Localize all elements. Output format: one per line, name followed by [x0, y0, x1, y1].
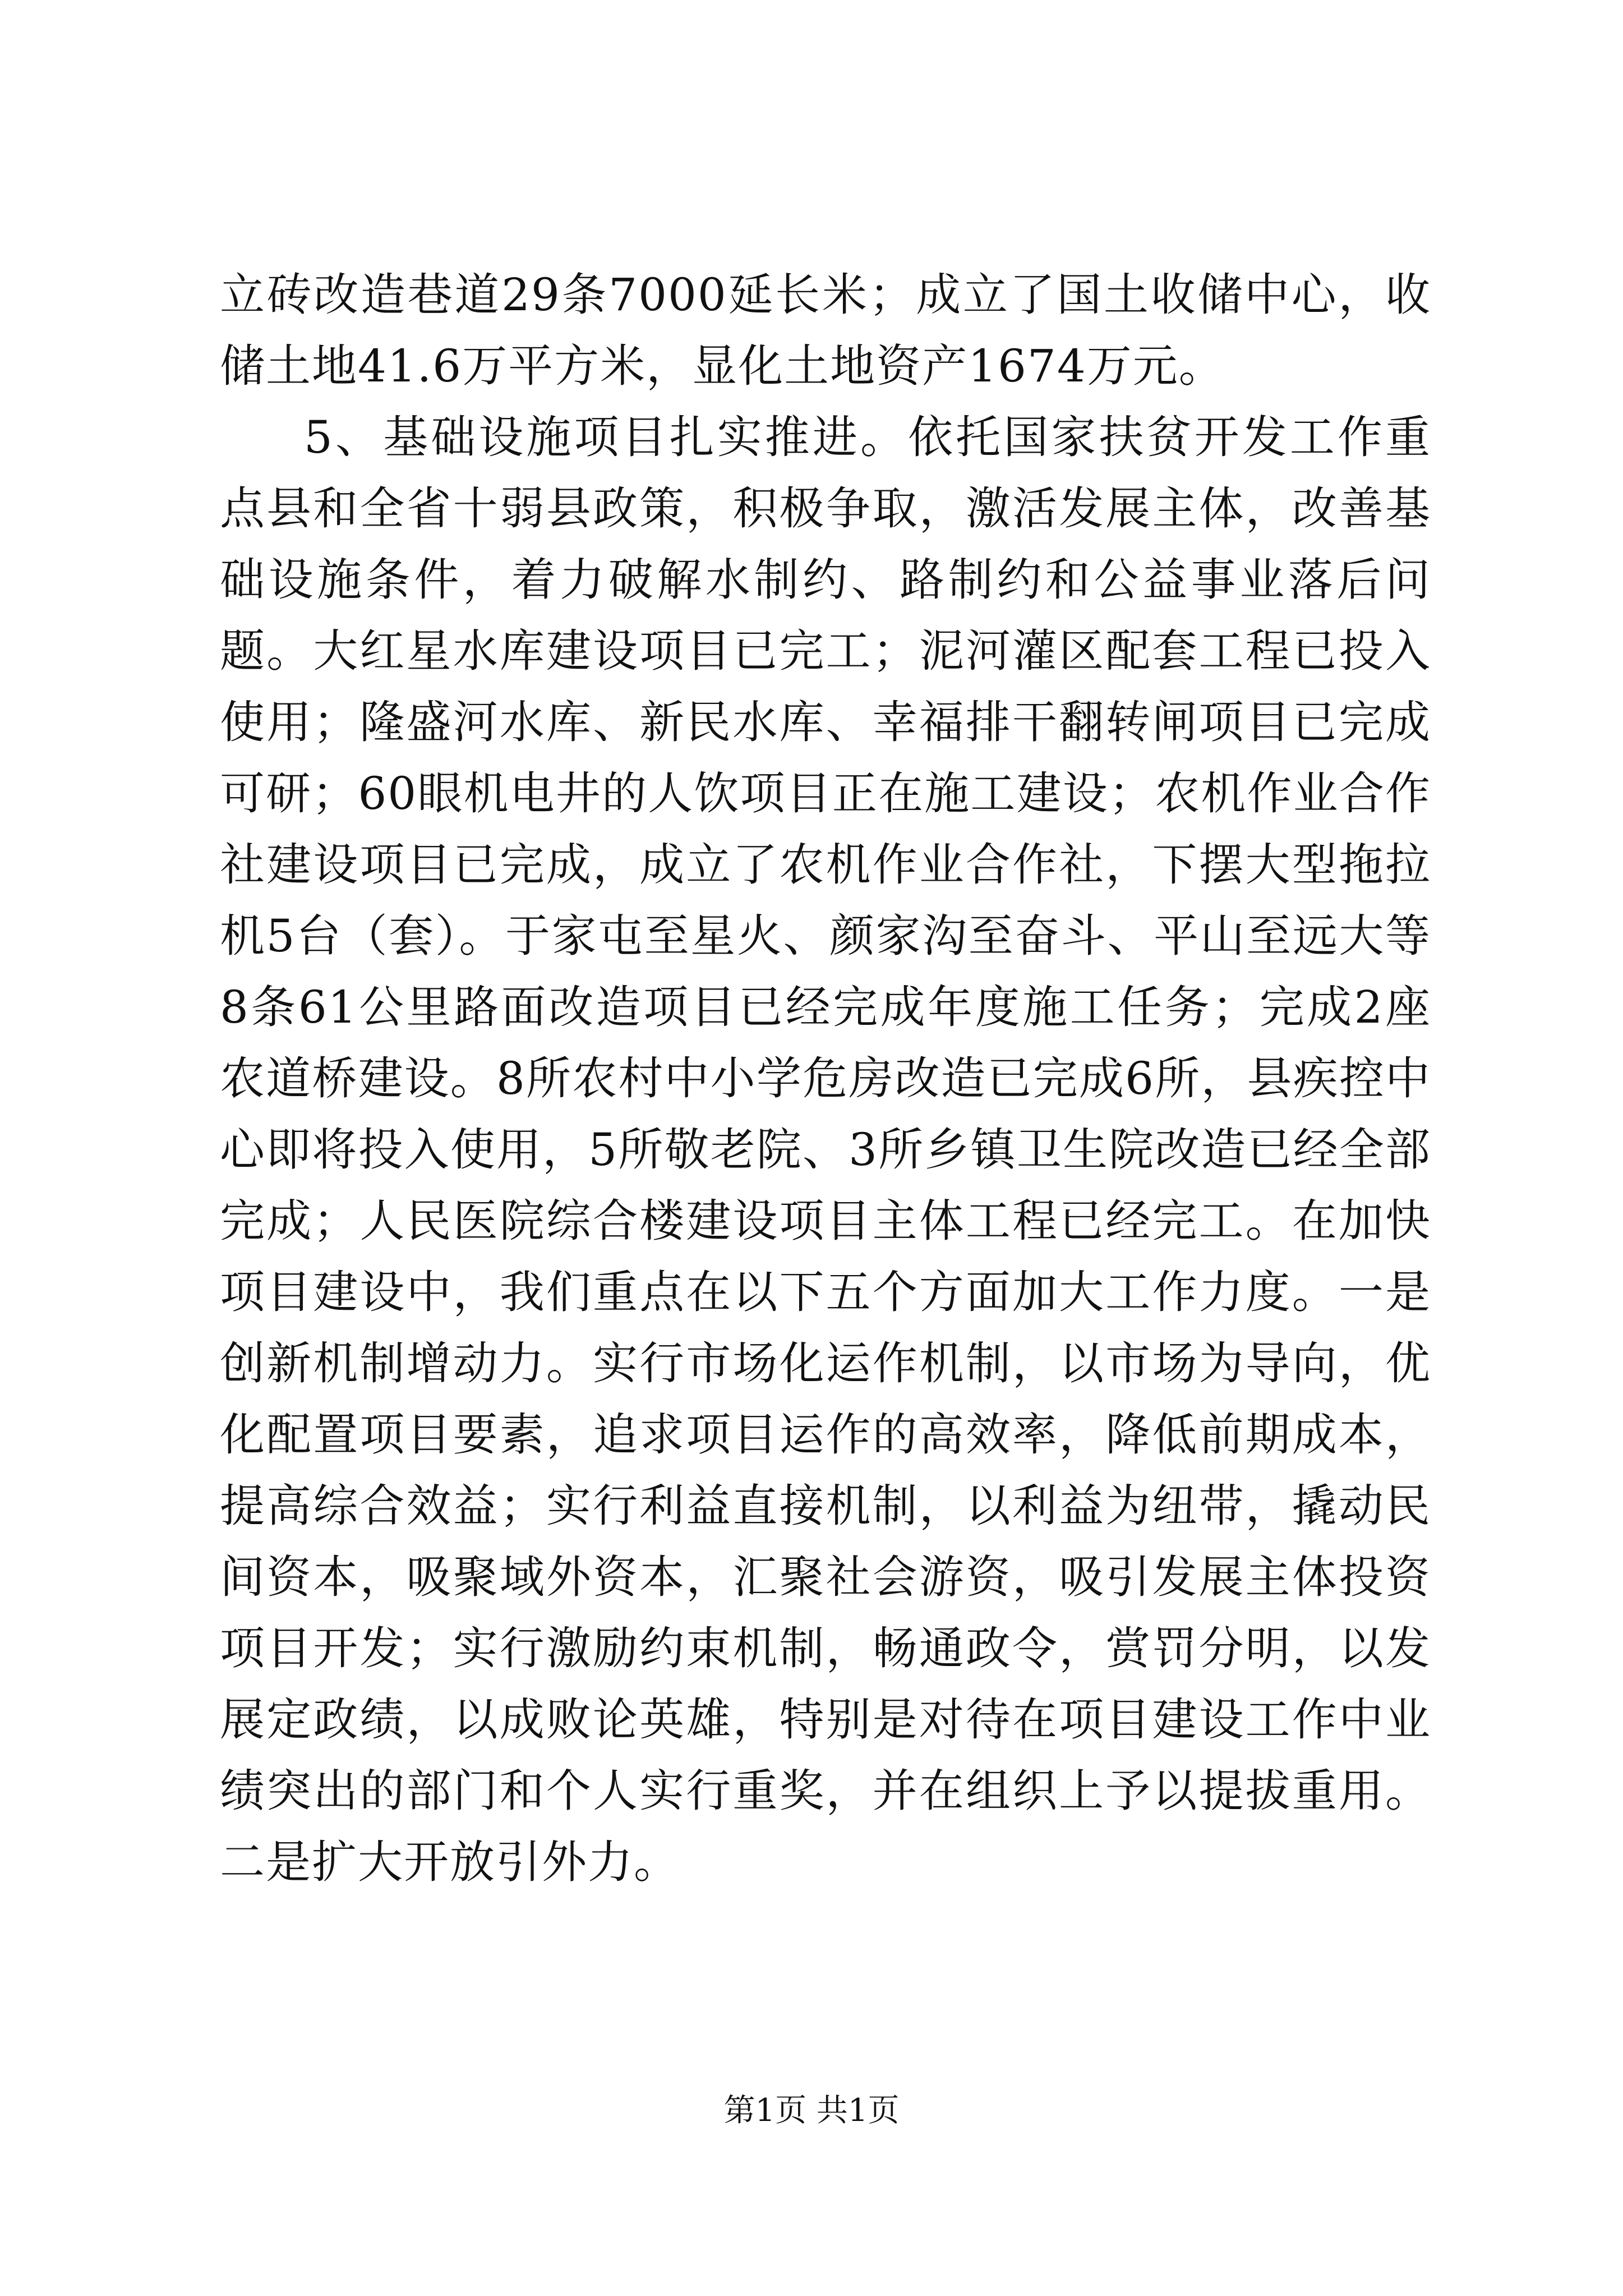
paragraph-infrastructure: 5、基础设施项目扎实推进。依托国家扶贫开发工作重点县和全省十弱县政策，积极争取，激活发展主体，改善基础设施条件，着力破解水制约、路制约和公益事业落后问题。大红星水库建设项目已完工；泥河灌区配套工程已投入使用；隆盛河水库、新民水库、幸福排干翻转闸项目已完成可研；60眼机电井的人饮项目正在施工建设；农机作业合作社建设项目已完成，成立了农机作业合作社，下摆大型拖拉机5台（套）。于家屯至星火、颜家沟至奋斗、平山至远大等8条61公里路面改造项目已经完成年度施工任务；完成2座农道桥建设。8所农村中小学危房改造已完成6所，县疾控中心即将投入使用，5所敬老院、3所乡镇卫生院改造已经全部完成；人民医院综合楼建设项目主体工程已经完工。在加快项目建设中，我们重点在以下五个方面加大工作力度。一是创新机制增动力。实行市场化运作机制，以市场为导向，优化配置项目要素，追求项目运作的高效率，降低前期成本，提高综合效益；实行利益直接机制，以利益为纽带，撬动民间资本，吸聚域外资本，汇聚社会游资，吸引发展主体投资项目开发；实行激励约束机制，畅通政令，赏罚分明，以发展定政绩，以成败论英雄，特别是对待在项目建设工作中业绩突出的部门和个人实行重奖，并在组织上予以提拔重用。二是扩大开放引外力。: [220, 411, 1431, 1888]
document-body: [220, 259, 1431, 1898]
page-number-footer: 第1页 共1页: [723, 2092, 900, 2129]
paragraph-continuation: 立砖改造巷道29条7000延长米；成立了国土收储中心，收储土地41.6万平方米，显化土地资产1674万元。: [220, 269, 1431, 392]
